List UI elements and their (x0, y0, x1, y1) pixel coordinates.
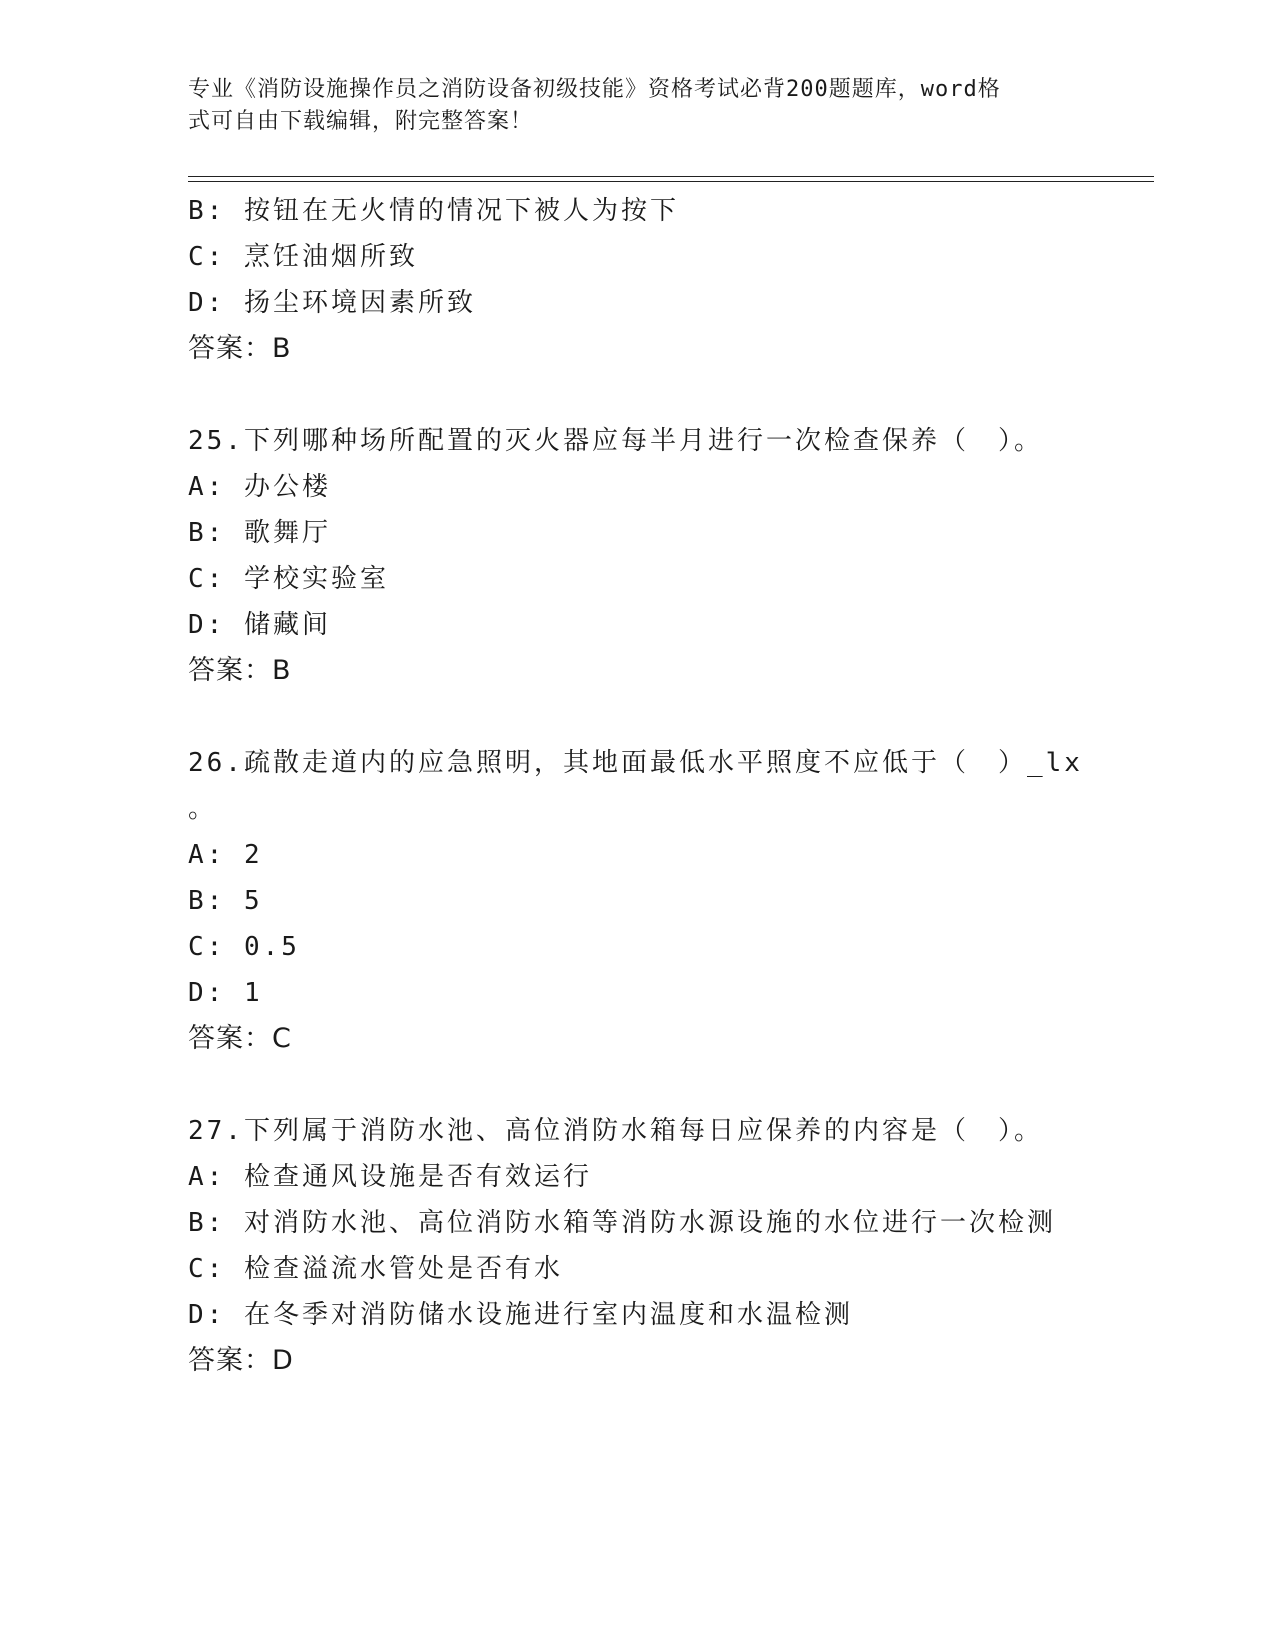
header-line-1: 专业《消防设施操作员之消防设备初级技能》资格考试必背200题题库，word格 (188, 77, 1001, 102)
spacer (188, 694, 1088, 740)
option-a: A: 办公楼 (188, 472, 331, 502)
option-c: C: 检查溢流水管处是否有水 (188, 1254, 563, 1284)
option-d: D: 1 (188, 978, 263, 1008)
option-d: D: 在冬季对消防储水设施进行室内温度和水温检测 (188, 1300, 853, 1330)
question-26 (188, 740, 1088, 1062)
question-text-continued: 。 (188, 794, 218, 824)
option-d: D: 储藏间 (188, 610, 331, 640)
option-c: C: 学校实验室 (188, 564, 389, 594)
option-a: A: 2 (188, 840, 263, 870)
question-list (188, 188, 1088, 1384)
answer: 答案：B (188, 333, 292, 364)
option-a: A: 检查通风设施是否有效运行 (188, 1162, 592, 1192)
option-b: B: 5 (188, 886, 263, 916)
spacer (188, 372, 1088, 418)
header-divider-top (188, 176, 1154, 177)
option-c: C: 0.5 (188, 932, 300, 962)
question-27 (188, 1108, 1088, 1384)
question-text: 27.下列属于消防水池、高位消防水箱每日应保养的内容是（ ）。 (188, 1116, 1043, 1146)
answer: 答案：C (188, 1023, 292, 1054)
option-b: B: 歌舞厅 (188, 518, 331, 548)
question-text: 25.下列哪种场所配置的灭火器应每半月进行一次检查保养（ ）。 (188, 426, 1043, 456)
option-c: C: 烹饪油烟所致 (188, 242, 418, 272)
question-25 (188, 418, 1088, 694)
answer: 答案：D (188, 1345, 294, 1376)
option-b: B: 对消防水池、高位消防水箱等消防水源设施的水位进行一次检测 (188, 1208, 1056, 1238)
answer: 答案：B (188, 655, 292, 686)
question-text: 26.疏散走道内的应急照明，其地面最低水平照度不应低于（ ）_lx (188, 748, 1083, 778)
header-line-2: 式可自由下载编辑，附完整答案！ (188, 109, 534, 134)
spacer (188, 1062, 1088, 1108)
document-header (188, 74, 1068, 138)
question-24-continued (188, 188, 1088, 372)
option-d: D: 扬尘环境因素所致 (188, 288, 476, 318)
option-b: B: 按钮在无火情的情况下被人为按下 (188, 196, 679, 226)
header-divider-bottom (188, 181, 1154, 182)
